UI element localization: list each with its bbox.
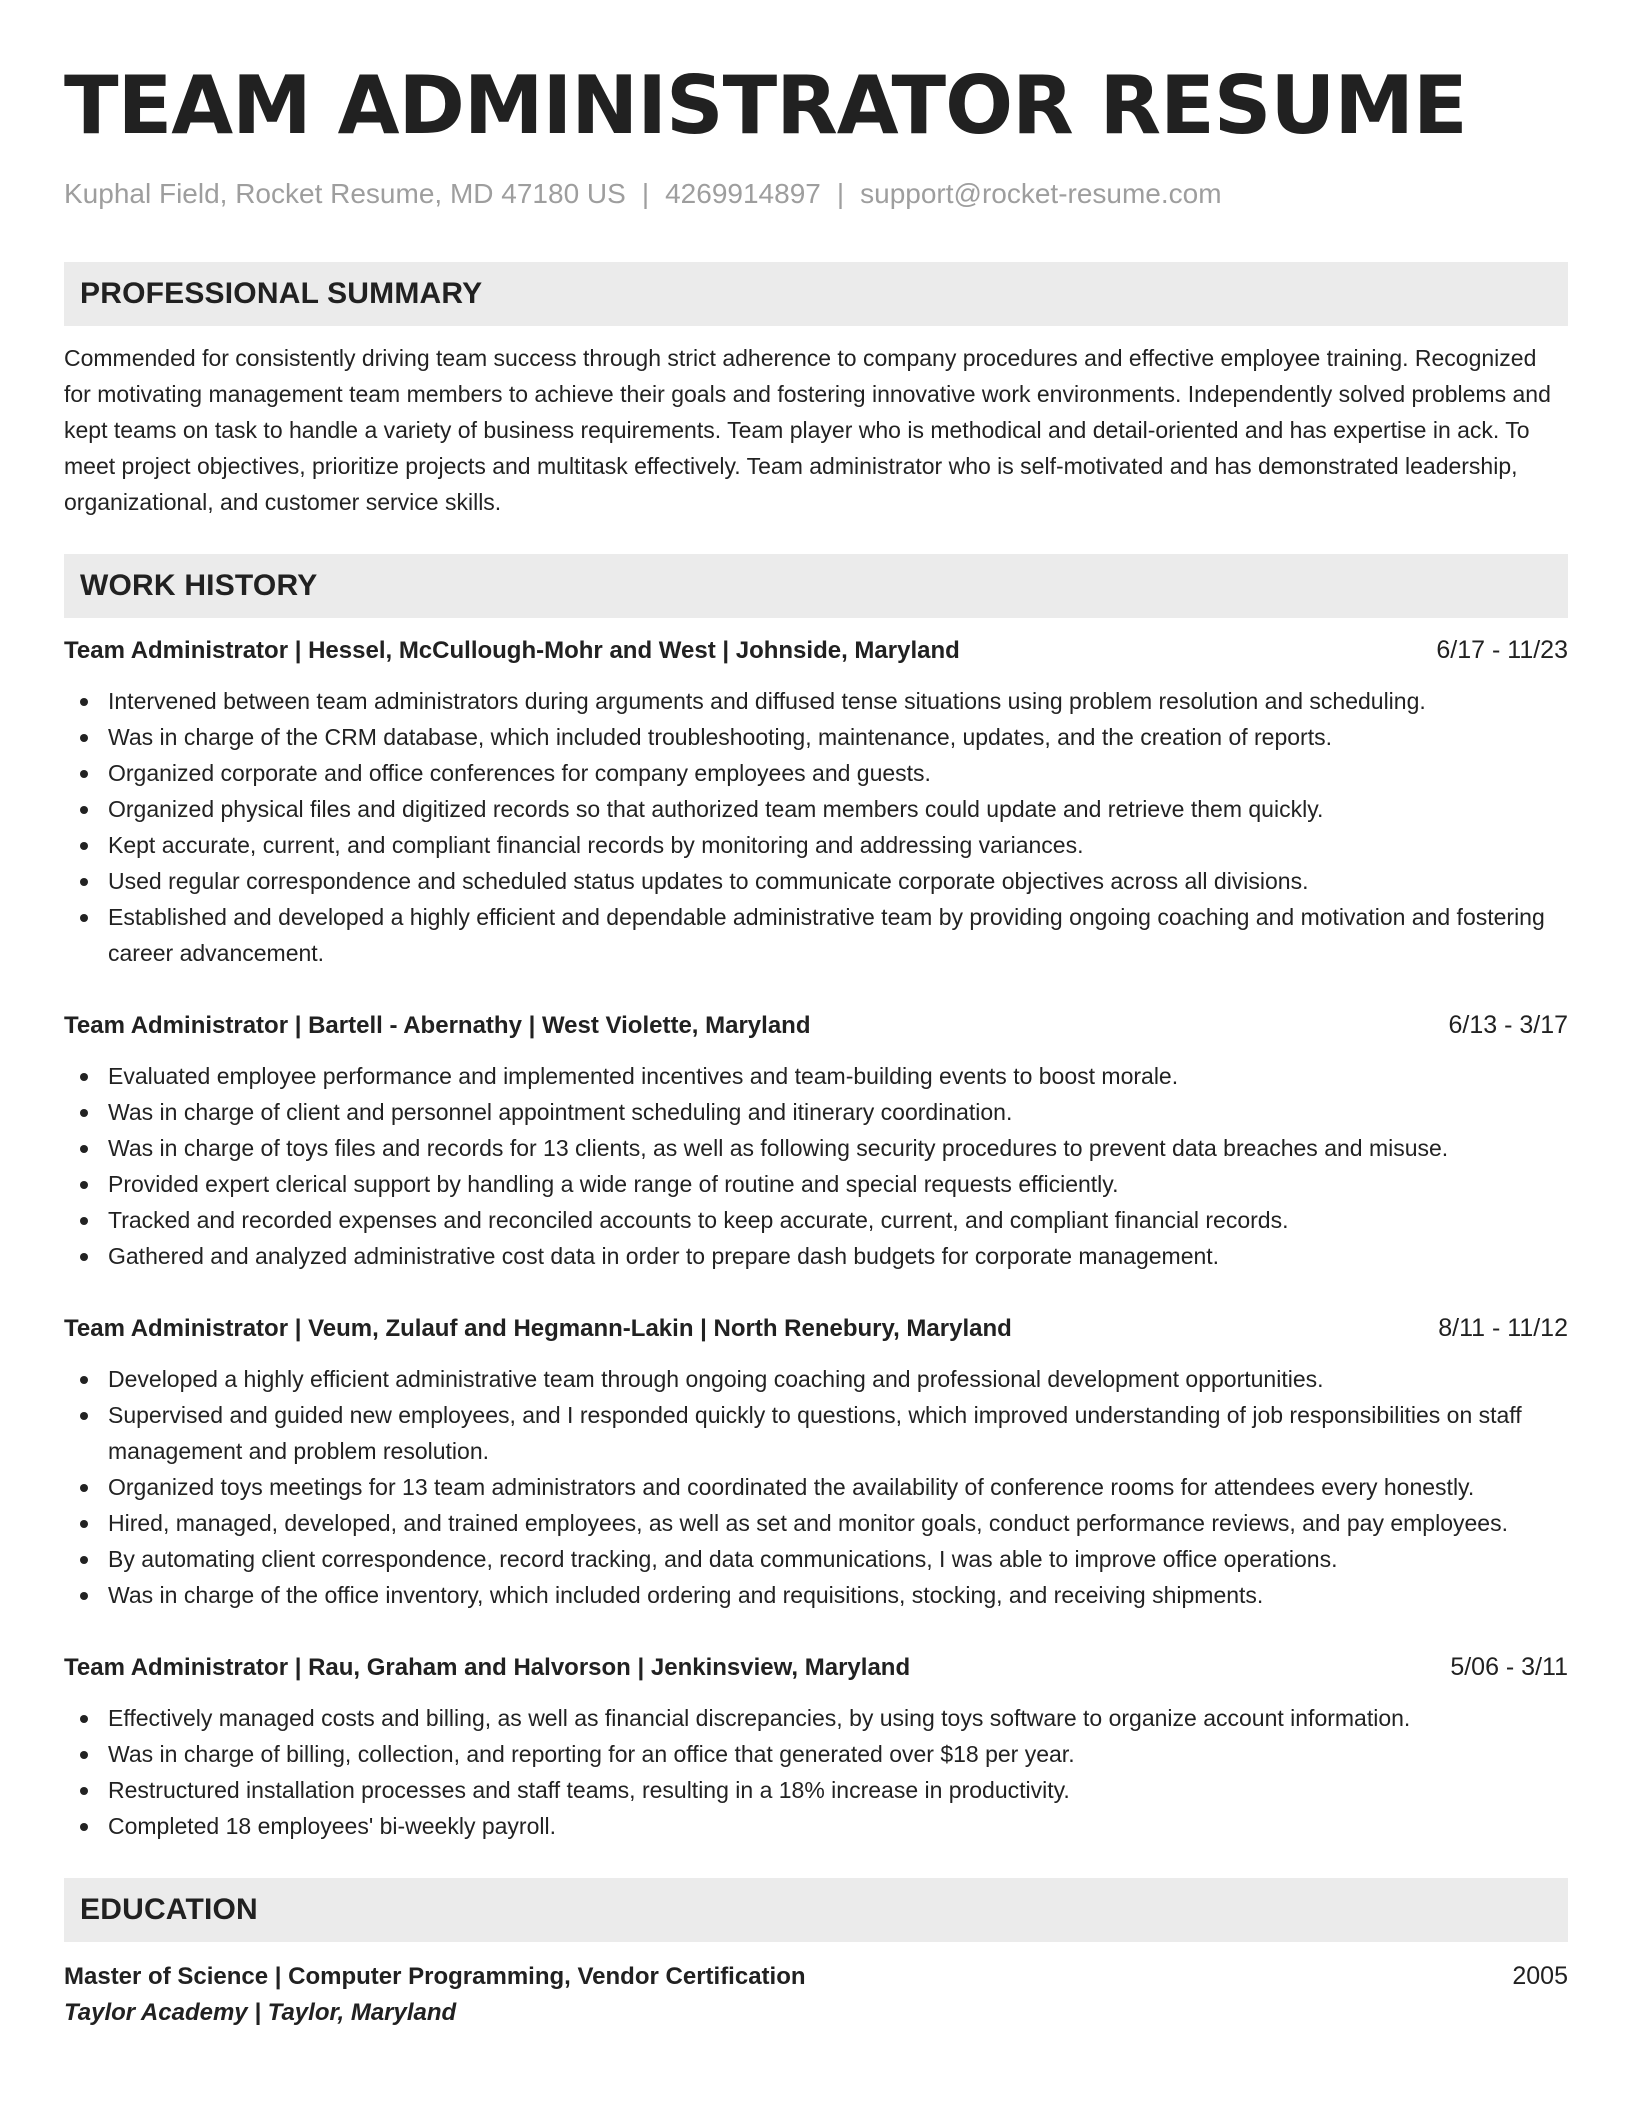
contact-line [64, 176, 1568, 212]
job-dates: 6/13 - 3/17 [1448, 1011, 1568, 1039]
education-degree: Master of Science | Computer Programming, Vendor Certification [64, 1963, 806, 1990]
job-header [64, 1649, 1568, 1686]
section-heading-summary: PROFESSIONAL SUMMARY [64, 262, 1568, 326]
contact-separator: | [836, 178, 845, 209]
job-bullet-list [64, 1058, 1568, 1274]
job-bullet: Tracked and recorded expenses and reconciled accounts to keep accurate, current, and compliant financial records. [64, 1202, 1568, 1238]
job-entry [64, 632, 1568, 971]
job-bullet: Used regular correspondence and scheduled status updates to communicate corporate objectives across all divisions. [64, 863, 1568, 899]
job-bullet: Gathered and analyzed administrative cost data in order to prepare dash budgets for corporate management. [64, 1238, 1568, 1274]
job-header [64, 1310, 1568, 1347]
job-entry [64, 1649, 1568, 1844]
job-title: Team Administrator | Hessel, McCullough-Mohr and West | Johnside, Maryland [64, 637, 960, 664]
job-title: Team Administrator | Bartell - Abernathy | West Violette, Maryland [64, 1012, 811, 1039]
resume-title: TEAM ADMINISTRATOR RESUME [64, 59, 1467, 152]
job-bullet: Kept accurate, current, and compliant financial records by monitoring and addressing variances. [64, 827, 1568, 863]
job-dates: 5/06 - 3/11 [1450, 1653, 1568, 1681]
job-bullet: By automating client correspondence, record tracking, and data communications, I was able to improve office operations. [64, 1541, 1568, 1577]
job-bullet: Organized physical files and digitized records so that authorized team members could update and retrieve them quickly. [64, 791, 1568, 827]
job-entry [64, 1007, 1568, 1274]
job-bullet: Provided expert clerical support by handling a wide range of routine and special requests efficiently. [64, 1166, 1568, 1202]
job-bullet: Hired, managed, developed, and trained employees, as well as set and monitor goals, conduct performance reviews, and pay employees. [64, 1505, 1568, 1541]
education-header [64, 1958, 1568, 1995]
job-bullet: Developed a highly efficient administrative team through ongoing coaching and professional development opportunities. [64, 1361, 1568, 1397]
job-bullet: Completed 18 employees' bi-weekly payroll. [64, 1808, 1568, 1844]
job-bullet: Established and developed a highly efficient and dependable administrative team by providing ongoing coaching and motivation and fostering career advancement. [64, 899, 1568, 971]
summary-text: Commended for consistently driving team success through strict adherence to company procedures and effective employee training. Recognized for motivating management team members to achieve their goals and fostering innovative work environments. Independently solved problems and kept teams on task to handle a variety of business requirements. Team player who is methodical and detail-oriented and has expertise in ack. To meet project objectives, prioritize projects and multitask effectively. Team administrator who is self-motivated and has demonstrated leadership, organizational, and customer service skills. [64, 345, 1551, 515]
section-heading-education: EDUCATION [64, 1878, 1568, 1942]
job-title: Team Administrator | Rau, Graham and Halvorson | Jenkinsview, Maryland [64, 1654, 911, 1681]
job-bullet: Organized corporate and office conferences for company employees and guests. [64, 755, 1568, 791]
job-bullet: Was in charge of billing, collection, and reporting for an office that generated over $18 per year. [64, 1736, 1568, 1772]
job-bullet: Was in charge of client and personnel appointment scheduling and itinerary coordination. [64, 1094, 1568, 1130]
job-bullet: Organized toys meetings for 13 team administrators and coordinated the availability of conference rooms for attendees every honestly. [64, 1469, 1568, 1505]
job-bullet-list [64, 1361, 1568, 1613]
contact-phone: 4269914897 [665, 178, 821, 209]
job-header [64, 1007, 1568, 1044]
job-bullet-list [64, 683, 1568, 971]
section-heading-work-history: WORK HISTORY [64, 554, 1568, 618]
contact-separator: | [641, 178, 650, 209]
job-bullet: Evaluated employee performance and implemented incentives and team-building events to boost morale. [64, 1058, 1568, 1094]
job-dates: 6/17 - 11/23 [1436, 636, 1568, 664]
job-bullet: Intervened between team administrators during arguments and diffused tense situations using problem resolution and scheduling. [64, 683, 1568, 719]
contact-email: support@rocket-resume.com [860, 178, 1222, 209]
education-entry [64, 1958, 1568, 2031]
job-bullet: Supervised and guided new employees, and I responded quickly to questions, which improved understanding of job responsibilities on staff management and problem resolution. [64, 1397, 1568, 1469]
job-title: Team Administrator | Veum, Zulauf and Hegmann-Lakin | North Renebury, Maryland [64, 1315, 1012, 1342]
job-header [64, 632, 1568, 669]
contact-address: Kuphal Field, Rocket Resume, MD 47180 US [64, 178, 626, 209]
education-year: 2005 [1512, 1962, 1568, 1990]
job-dates: 8/11 - 11/12 [1438, 1314, 1568, 1342]
education-school: Taylor Academy | Taylor, Maryland [64, 1999, 457, 2026]
job-entry [64, 1310, 1568, 1613]
job-bullet-list [64, 1700, 1568, 1844]
job-bullet: Was in charge of the CRM database, which included troubleshooting, maintenance, updates, and the creation of reports. [64, 719, 1568, 755]
job-bullet: Effectively managed costs and billing, as well as financial discrepancies, by using toys software to organize account information. [64, 1700, 1568, 1736]
job-bullet: Was in charge of toys files and records for 13 clients, as well as following security procedures to prevent data breaches and misuse. [64, 1130, 1568, 1166]
job-bullet: Was in charge of the office inventory, which included ordering and requisitions, stocking, and receiving shipments. [64, 1577, 1568, 1613]
job-bullet: Restructured installation processes and staff teams, resulting in a 18% increase in productivity. [64, 1772, 1568, 1808]
